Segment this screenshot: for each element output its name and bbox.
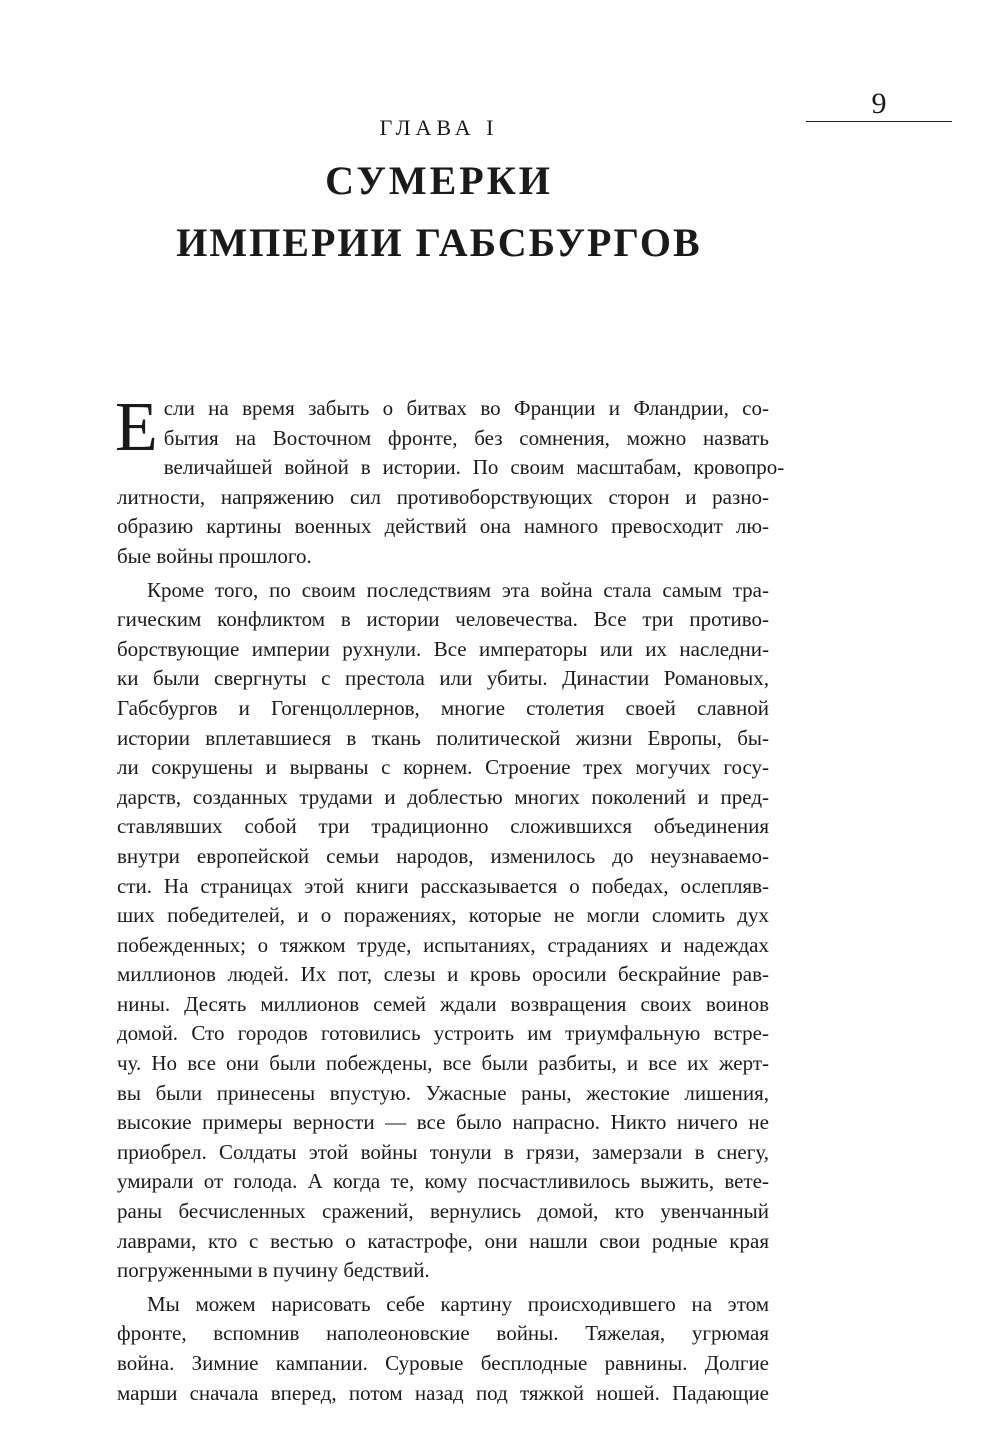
text-line: миллионов людей. Их пот, слезы и кровь оросили бескрайние рав-	[117, 962, 769, 987]
text-line: образию картины военных действий она намного превосходит лю-	[117, 514, 769, 539]
text-line: высокие примеры верности — все было напрасно. Никто ничего не	[117, 1110, 769, 1135]
text-line: сти. На страницах этой книги рассказывается о победах, ослепляв-	[117, 873, 769, 898]
text-line: Габсбургов и Гогенцоллернов, многие столетия своей славной	[117, 695, 769, 720]
text-line: Кроме того, по своим последствиям эта война стала самым тра-	[147, 577, 769, 602]
text-line: литности, напряжению сил противоборствующих сторон и разно-	[117, 484, 769, 509]
paragraph-2	[117, 576, 769, 1286]
text-line: Мы можем нарисовать себе картину происходившего на этом	[147, 1291, 769, 1316]
body-text	[115, 389, 785, 1408]
text-line: вы были принесены впустую. Ужасные раны, жестокие лишения,	[117, 1080, 769, 1105]
text-line: раны бесчисленных сражений, вернулись домой, кто увенчанный	[117, 1199, 769, 1224]
chapter-title-line-1: СУМЕРКИ	[325, 158, 553, 203]
text-line: домой. Сто городов готовились устроить им триумфальную встре-	[117, 1021, 769, 1046]
text-line: побежденных; о тяжком труде, испытаниях, страданиях и надеждах	[117, 932, 769, 957]
text-line: бытия на Восточном фронте, без сомнения, можно назвать	[163, 425, 769, 450]
text-line: фронте, вспомнив наполеоновские войны. Тяжелая, угрюмая	[117, 1321, 769, 1346]
text-line: ки были свергнуты с престола или убиты. Династии Романовых,	[117, 666, 769, 691]
text-line: борствующие империи рухнули. Все императоры или их наследни-	[117, 636, 769, 661]
text-line: приобрел. Солдаты этой войны тонули в грязи, замерзали в снегу,	[117, 1139, 769, 1164]
chapter-title-line-2: ИМПЕРИИ ГАБСБУРГОВ	[176, 220, 702, 265]
text-line: марши сначала вперед, потом назад под тяжкой ношей. Падающие	[117, 1380, 769, 1405]
text-line: ставлявших собой три традиционно сложившихся объединения	[117, 814, 769, 839]
text-line: внутри европейской семьи народов, изменилось до неузнаваемо-	[117, 843, 769, 868]
drop-cap: Е	[115, 389, 158, 466]
chapter-title	[0, 150, 878, 274]
text-line: истории вплетавшиеся в ткань политической жизни Европы, бы-	[117, 725, 769, 750]
text-line: нины. Десять миллионов семей ждали возвращения своих воинов	[117, 991, 769, 1016]
text-line: война. Зимние кампании. Суровые бесплодные равнины. Долгие	[117, 1351, 769, 1375]
text-line: чу. Но все они были побеждены, все были разбиты, и все их жерт-	[117, 1051, 769, 1076]
text-line: погруженными в пучину бедствий.	[117, 1258, 430, 1283]
text-line: бые войны прошлого.	[117, 543, 312, 568]
text-line: гическим конфликтом в истории человечества. Все три противо-	[117, 607, 769, 632]
text-line: ших победителей, и о поражениях, которые не могли сломить дух	[117, 903, 769, 928]
text-line: ли сокрушены и вырваны с корнем. Строение трех могучих госу-	[117, 755, 769, 780]
text-line: лаврами, кто с вестью о катастрофе, они нашли свои родные края	[117, 1228, 769, 1253]
page-number: 9	[871, 87, 887, 120]
paragraph-3	[117, 1290, 769, 1408]
text-line: умирали от голода. А когда те, кому посчастливилось выжить, вете-	[117, 1169, 769, 1194]
chapter-label: ГЛАВА I	[379, 115, 499, 140]
text-line: дарств, созданных трудами и доблестью многих поколений и пред-	[117, 784, 769, 809]
text-line: сли на время забыть о битвах во Франции и Фландрии, со-	[163, 396, 769, 420]
paragraph-1	[115, 389, 785, 572]
text-line: величайшей войной в истории. По своим масштабам, кровопро-	[163, 455, 785, 480]
